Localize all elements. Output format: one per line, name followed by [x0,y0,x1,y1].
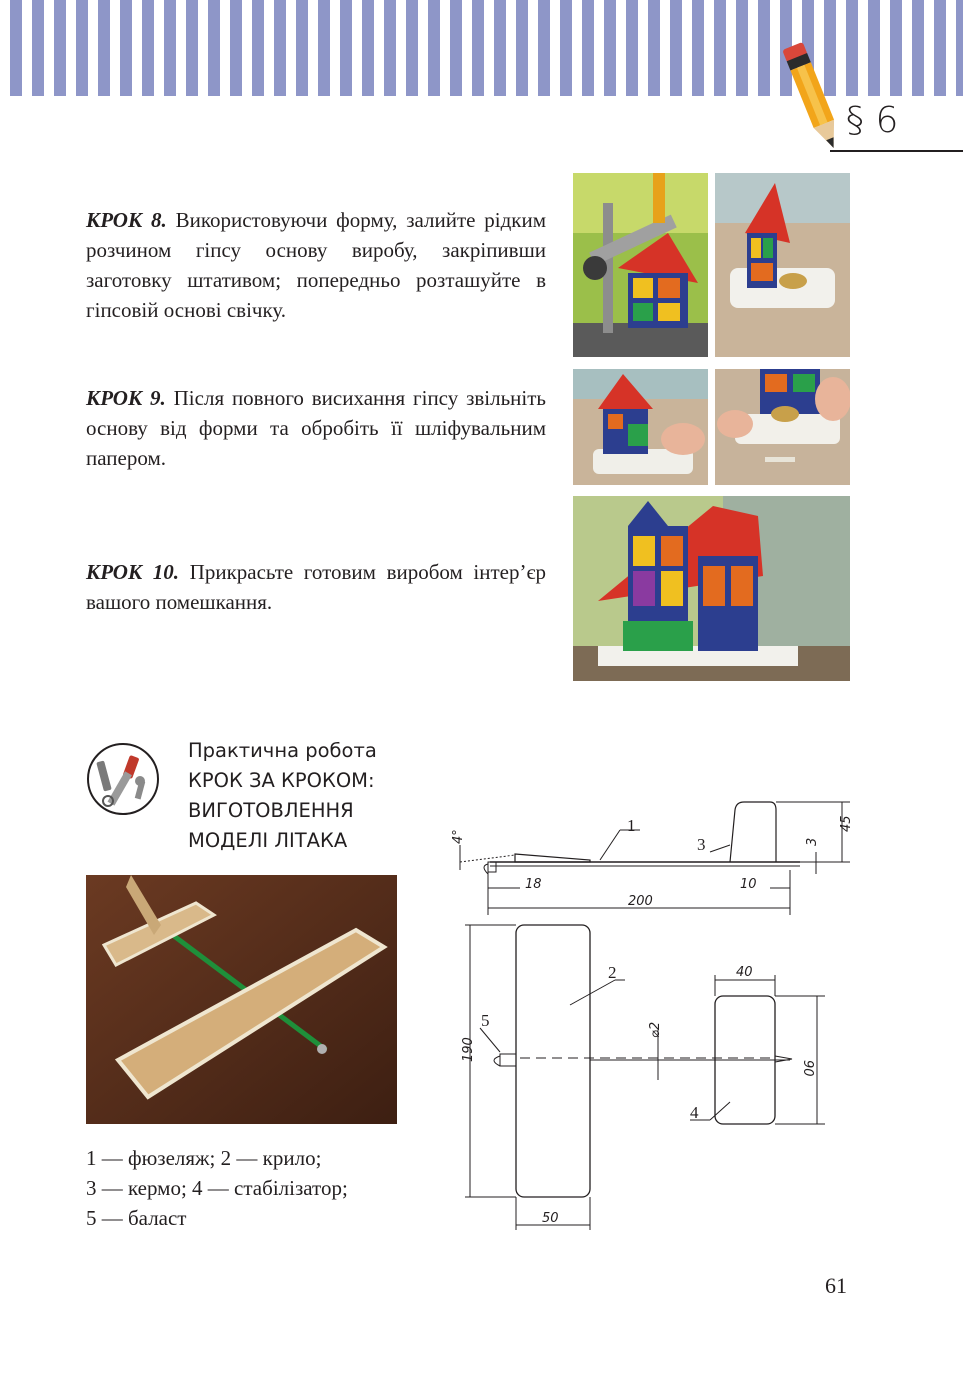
step-8 [86,205,546,325]
dim-angle: 4° [451,829,466,844]
practical-heading [188,736,377,856]
practical-line-3: ВИГОТОВЛЕННЯ [188,799,354,822]
photo-step9-hands [573,369,708,485]
label-rudder: 3 [697,835,706,854]
pencil-icon [778,40,848,155]
step-10 [86,557,546,617]
step-10-label: КРОК 10. [86,560,180,584]
step-8-label: КРОК 8. [86,208,167,232]
dim-stab-height: 90 [800,1060,815,1077]
section-mark: § 6 [846,100,899,141]
top-view [465,925,825,1230]
dim-stab-width: 40 [736,965,753,980]
step-10-text: Прикрасьте готовим виробом інтер’єр вашого помешкання. [86,560,546,614]
dim-18: 18 [525,877,542,892]
dim-tail-small: 3 [805,837,820,846]
legend [86,1143,348,1233]
step-9-label: КРОК 9. [86,386,166,410]
photo-step8-stand [573,173,708,357]
step-8-text: Використовуючи форму, залийте рідким розчином гіпсу основу виробу, закріпивши заготовку штативом; попередньо розташуйте в гіпсовій основі свічку. [86,208,547,322]
legend-line-3: 5 — баласт [86,1206,187,1230]
plane-model-photo [86,875,397,1124]
plane-technical-drawing [440,790,860,1240]
photo-step8-base [715,173,850,357]
dim-wing-span: 190 [461,1037,476,1062]
practical-line-4: МОДЕЛІ ЛІТАКА [188,829,348,852]
practical-line-2: КРОК ЗА КРОКОМ: [188,769,375,792]
step-9-text: Після повного висихання гіпсу звільніть основу від форми та обробіть її шліфувальним папером. [86,386,546,470]
label-wing: 2 [608,963,617,982]
dim-diameter: ⌀2 [648,1021,663,1038]
section-underline [830,150,963,152]
dim-wing-width: 50 [542,1211,559,1226]
side-view [460,802,850,915]
dim-10: 10 [740,877,757,892]
dim-length: 200 [628,894,653,909]
photo-step9-sanding [715,369,850,485]
page-number: 61 [825,1273,847,1298]
dim-tail-height: 45 [839,815,854,832]
label-fuselage: 1 [627,816,636,835]
legend-line-1: 1 — фюзеляж; 2 — крило; [86,1146,322,1170]
photo-step10-finished [573,496,850,681]
step-9 [86,383,546,473]
practical-line-1: Практична робота [188,739,377,762]
tools-icon [86,741,160,817]
label-ballast: 5 [481,1011,490,1030]
label-stabilizer: 4 [690,1103,699,1122]
legend-line-2: 3 — кермо; 4 — стабілізатор; [86,1176,348,1200]
